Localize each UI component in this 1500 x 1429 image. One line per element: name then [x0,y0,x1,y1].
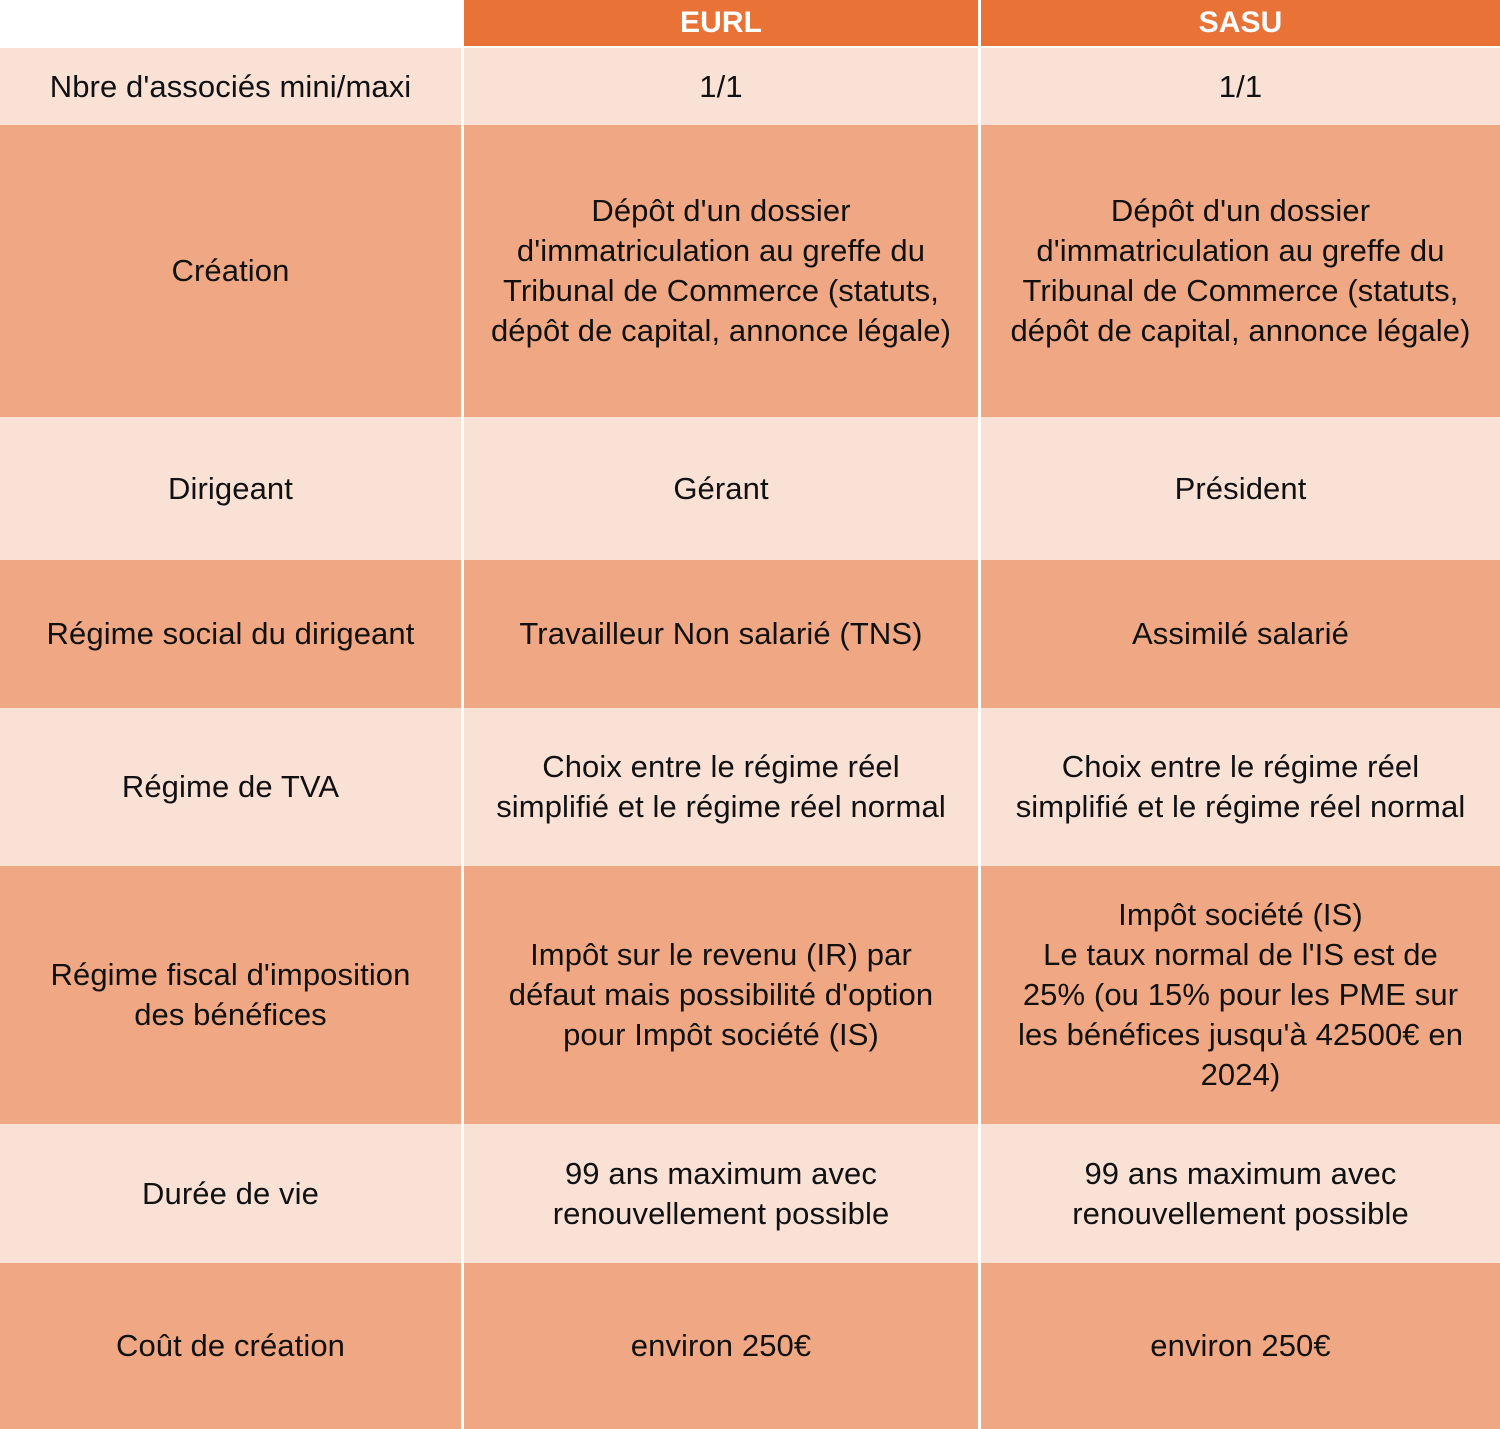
cell-eurl-dirigeant [464,417,981,560]
cell-sasu-creation [981,125,1500,417]
cell-text: Impôt sur le revenu (IR) par défaut mais possibilité d'option pour Impôt société (IS) [508,937,934,1052]
cell-text: 1/1 [1218,68,1263,104]
cell-eurl-regime-fiscal [464,866,981,1124]
cell-sasu-regime-fiscal [981,866,1500,1124]
header-eurl-label: EURL [679,6,763,39]
cell-sasu-dirigeant [981,417,1500,560]
row-label-text: Régime de TVA [121,769,340,804]
cell-text: Choix entre le régime réel simplifié et le régime réel normal [496,749,946,824]
cell-text: environ 250€ [1150,1328,1331,1363]
cell-sasu-regime-social [981,560,1500,708]
row-label-cout [0,1263,464,1429]
cell-text: Gérant [673,470,769,506]
cell-sasu-tva [981,708,1500,866]
cell-sasu-associes [981,48,1500,125]
cell-text: Impôt société (IS) Le taux normal de l'IS est de 25% (ou 15% pour les PME sur les bénéfices jusqu'à 42500€ en 2024) [1017,897,1464,1092]
cell-eurl-tva [464,708,981,866]
row-label-associes [0,48,464,125]
row-label-text: Régime fiscal d'imposition des bénéfices [50,957,411,1032]
header-sasu [981,0,1500,48]
row-label-text: Durée de vie [142,1175,319,1211]
row-label-text: Dirigeant [168,470,293,506]
cell-eurl-regime-social [464,560,981,708]
cell-text: 99 ans maximum avec renouvellement possible [1072,1155,1409,1231]
row-label-regime-fiscal [0,866,464,1124]
cell-eurl-creation [464,125,981,417]
cell-eurl-associes [464,48,981,125]
header-eurl [464,0,981,48]
row-label-text: Nbre d'associés mini/maxi [49,68,412,104]
row-label-duree [0,1124,464,1263]
cell-sasu-cout [981,1263,1500,1429]
row-label-creation [0,125,464,417]
cell-text: Dépôt d'un dossier d'immatriculation au greffe du Tribunal de Commerce (statuts, dépôt de capital, annonce légale) [1010,193,1471,348]
header-empty-cell [0,0,464,48]
cell-text: Choix entre le régime réel simplifié et le régime réel normal [1015,749,1466,824]
row-label-dirigeant [0,417,464,560]
cell-text: Dépôt d'un dossier d'immatriculation au greffe du Tribunal de Commerce (statuts, dépôt de capital, annonce légale) [490,193,952,348]
cell-text: Travailleur Non salarié (TNS) [519,616,923,651]
cell-text: 1/1 [699,68,743,104]
row-label-text: Coût de création [115,1328,346,1363]
row-label-text: Régime social du dirigeant [46,616,415,651]
cell-eurl-cout [464,1263,981,1429]
cell-text: 99 ans maximum avec renouvellement possible [552,1155,890,1231]
header-sasu-label: SASU [1198,6,1283,39]
cell-eurl-duree [464,1124,981,1263]
cell-text: Assimilé salarié [1132,616,1349,651]
row-label-regime-social [0,560,464,708]
cell-text: environ 250€ [630,1328,812,1363]
row-label-text: Création [171,253,290,288]
cell-sasu-duree [981,1124,1500,1263]
cell-text: Président [1174,470,1307,506]
row-label-tva [0,708,464,866]
